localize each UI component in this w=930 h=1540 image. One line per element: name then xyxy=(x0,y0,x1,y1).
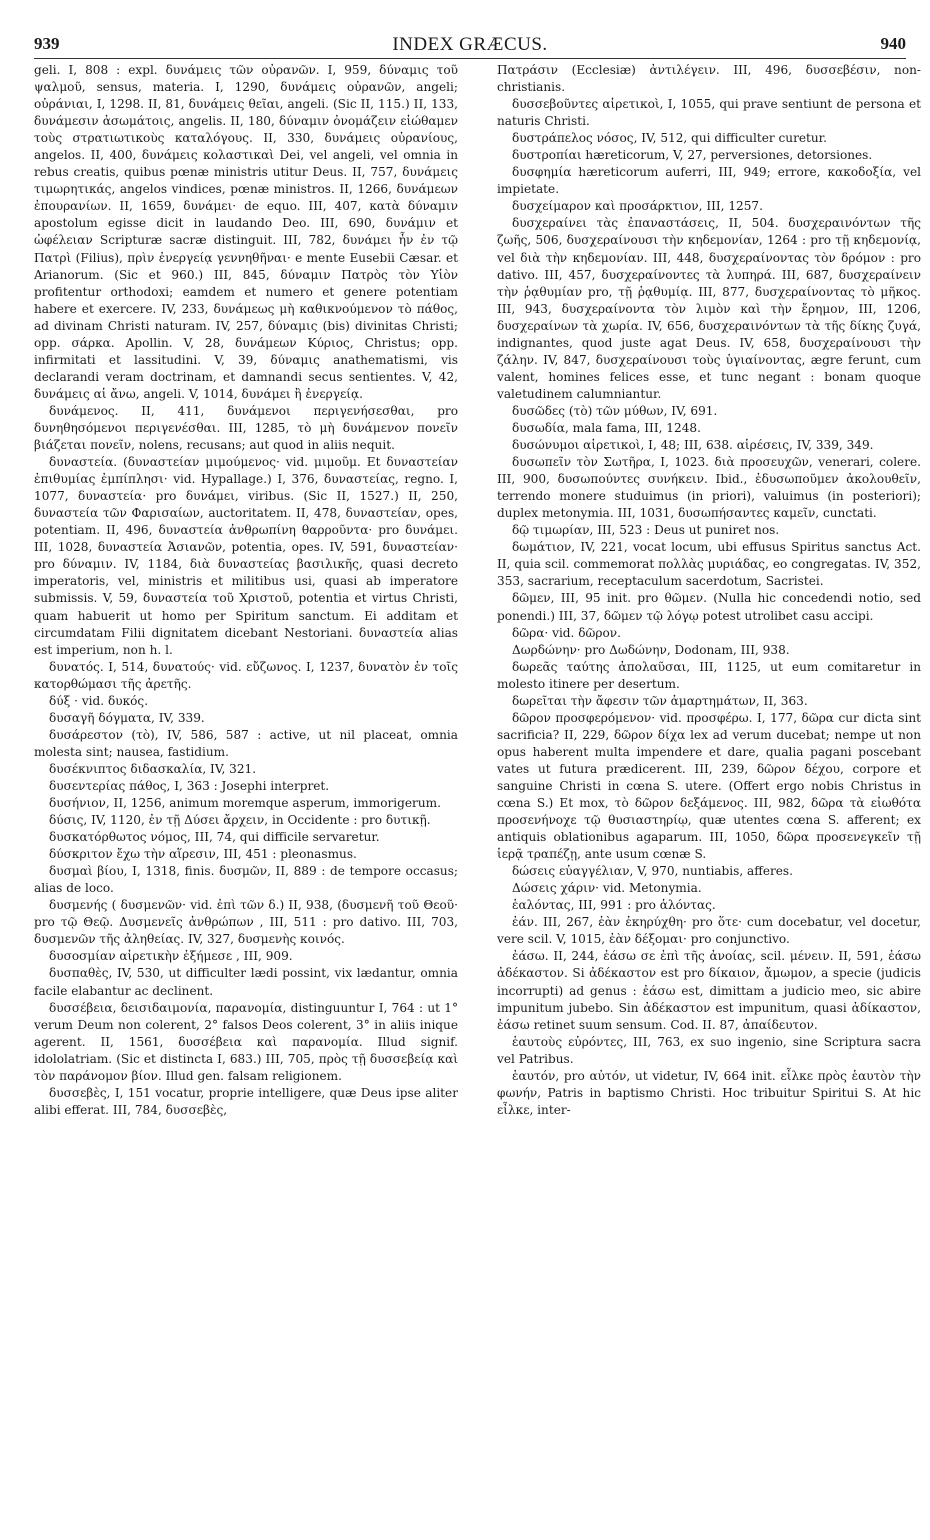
left-column xyxy=(34,62,458,1532)
page-number-left: 939 xyxy=(34,34,60,53)
index-entry: δυσκατόρθωτος νόμος, III, 74, qui difficile servaretur. xyxy=(49,830,380,845)
index-entry: δῶρον προσφερόμενον· vid. προσφέρω. I, 177, δῶρα cur dicta sint sacrificia? II, 229, δῶρον δίχα lex ad verum ducebat; nempe ut non opus haberent multa impendere et dare, qualia pagani poscebant vates ut futura prædicerent. III, 239, δῶρον δέχου, corpore et sanguine Christi in cœna S. utere. (Offert ergo nobis Christus in cœna S.) Et mox, τὸ δῶρον δεξάμενος. III, 982, δῶρα τὰ εἰωθότα προσενήνοχε τῷ θυσιαστηρίῳ, quæ utentes cœna S. afferent; ex antiquis oblationibus agaparum. III, 1050, δῶρα προσενεγκεῖν τῇ ἱερᾷ τραπέζῃ, ante usum cœnæ S. xyxy=(497,710,921,862)
index-entry: δωμάτιον, IV, 221, vocat locum, ubi effusus Spiritus sanctus Act. II, quia scil. commemorat πολλὰς μυριάδας, eo congregatas. IV, 352, 353, sacrarium, receptaculum sacerdotum, Sacristei. xyxy=(497,540,921,589)
index-entry: δῶρα· vid. δῶρον. xyxy=(512,625,621,640)
index-entry: ἑαλόντας, III, 991 : pro ἁλόντας. xyxy=(512,898,716,913)
index-entry: δυσχεραίνει τὰς ἐπαναστάσεις, II, 504. δυσχεραινόντων τῆς ζωῆς, 506, δυσχεραίνουσι τὴν κηδεμονίαν, 1264 : pro τῇ κηδεμονίᾳ, vel διὰ τὴν κηδεμονίαν. III, 448, δυσχεραίνοντας τὸν δρόμον : pro dativo. III, 457, δυσχεραίνοντες τὰ λυπηρά. III, 687, δυσχεραίνειν τὴν ῥᾳθυμίαν pro, τῇ ῥᾳθυμίᾳ. III, 877, δυσχεραίνοντας τὸ μῆκος. III, 943, δυσχεραίνοντα τὸν λιμὸν καὶ τὴν ἔρημον, III, 1206, δυσχεραίνων τὰ χωρία. IV, 656, δυσχεραινόντων τὰ τῆς δίκης ζυγά, indignantes, quod juste agat Deus. IV, 658, δυσχεραίνουσι τὴν ζάλην. IV, 847, δυσχεραίνουσι τοὺς ὑγιαίνοντας, ægre ferunt, cum valent, homines felices esse, et tunc negant : bonam quoque valetudinem calumniantur. xyxy=(497,216,921,401)
index-entry: δυσχείμαρον καὶ προσάρκτιον, III, 1257. xyxy=(512,199,763,214)
index-entry: δυστροπίαι hæreticorum, V, 27, perversiones, detorsiones. xyxy=(512,148,873,163)
index-entry: δυσάρεστον (τὸ), IV, 586, 587 : active, ut nil placeat, omnia molesta sint; nausea, fastidium. xyxy=(34,727,458,759)
index-entry: δύσκριτον ἔχω τὴν αἵρεσιν, III, 451 : pleonasmus. xyxy=(49,847,357,862)
page-number-right: 940 xyxy=(880,34,906,53)
index-entry: Πατράσιν (Ecclesiæ) ἀντιλέγειν. III, 496, δυσσεβέσιν, non-christianis. xyxy=(497,63,921,95)
index-entry: δώσεις εὐαγγέλιαν, V, 970, nuntiabis, afferes. xyxy=(512,864,793,879)
index-entry: δυσοσμίαν αἱρετικὴν ἐξήμεσε , III, 909. xyxy=(49,949,293,964)
index-entry: δυσῶδες (τὸ) τῶν μύθων, IV, 691. xyxy=(512,403,718,418)
index-entry: δυσώνυμοι αἱρετικοὶ, I, 48; III, 638. αἱρέσεις, IV, 339, 349. xyxy=(512,438,874,453)
index-entry: δυσέκνιπτος διδασκαλία, IV, 321. xyxy=(49,761,257,776)
index-entry: δυσαγῆ δόγματα, IV, 339. xyxy=(49,710,205,725)
index-entry: δυσμενής ( δυσμενῶν· vid. ἐπὶ τῶν δ.) II, 938, (δυσμενῆ τοῦ Θεοῦ· pro τῷ Θεῷ. Δυσμενεῖς ἀνθρώπων , III, 511 : pro dativo. III, 703, δυσμενῶν τῆς ἀληθείας. IV, 327, δυσμενὴς κοινός. xyxy=(34,898,458,947)
index-entry: δυσπαθὲς, IV, 530, ut difficulter lædi possint, vix lædantur, omnia facile elabantur ac declinent. xyxy=(34,966,458,998)
index-entry: δυναστεία. (δυναστείαν μιμούμενος· vid. μιμοῦμ. Et δυναστείαν ἐπιθυμίας ἐμπίπλησι· vid. Hypallage.) I, 376, δυναστείας, regno. I, 1077, δυναστεία· pro δυνάμει, viribus. (Sic II, 1527.) II, 250, δυναστεία τῶν Φαρισαίων, auctoritatem. II, 478, δυναστείαν, opes, potentiam. II, 496, δυναστεία ἀνθρωπίνη θαρροῦντα· pro δυνάμει. III, 1028, δυναστεία Ἀσιανῶν, potentia, opes. IV, 591, δυναστείαν· pro δύναμιν. IV, 1184, διὰ δυναστείας βασιλικῆς, quasi decreto imperatoris, vel, ministris et militibus usi, quasi ab imperatore submissis. V, 59, δυναστεία τοῦ Χριστοῦ, potentia et virtus Christi, quam habuerit ut homo per Spiritum sanctum. Ei additam et circumdatam Filii dignitatem dicebant Nestoriani. δυναστεία alias est imperium, non h. l. xyxy=(34,455,458,657)
index-entry: δυσωδία, mala fama, III, 1248. xyxy=(512,420,701,435)
index-entry: δυνάμενος. II, 411, δυνάμενοι περιγενήσεσθαι, pro δυνηθησόμενοι περιγενέσθαι. III, 1285, τὸ μὴ δυνάμενον πονεῖν βιάζεται πονεῖν, nolens, recusans; aut quod in aliis nequit. xyxy=(34,403,458,453)
index-entry: geli. I, 808 : expl. δυνάμεις τῶν οὐρανῶν. I, 959, δύναμις τοῦ ψαλμοῦ, sensus, materia. I, 1290, δυνάμεις οὐρανῶν, angeli; οὐράνιαι, I, 1298. II, 81, δυνάμεις θεῖαι, angeli. (Sic II, 115.) II, 133, δυνάμεσιν ἀσωμάτοις, angelis. II, 180, δύναμιν ὀνομάζειν εἰώθαμεν τοὺς στρατιωτικοὺς καταλόγους. II, 330, δυνάμεις οὐρανίους, angelos. II, 400, δυνάμεις κολαστικαὶ Dei, vel angeli, vel omnia in rebus creatis, quibus pœnæ ministris utitur Deus. II, 757, δυνάμεις τιμωρητικάς, angelos vindices, pœnæ ministros. II, 1266, δυνάμεων ἐπουρανίων. II, 1659, δυνάμει· de equo. III, 407, κατὰ δύναμιν apostolum egisse dicit in laudando Deo. III, 690, δυνάμιν et ὠφέλειαν Scripturæ sacræ distinguit. III, 782, δυνάμει ἦν ἐν τῷ Πατρὶ (Filius), πρὶν ἐνεργείᾳ γεννηθῆναι· e mente Eusebii Cæsar. et Arianorum. (Sic et 960.) III, 845, δύναμιν Πατρὸς τὸν Υἱὸν profitentur orthodoxi; eamdem et numero et genere potentiam habere et exercere. IV, 233, δυνάμεως μὴ καθικνούμενον τὸ πάθος, ad divinam Christi naturam. IV, 257, δύναμις (bis) divinitas Christi; opp. σάρκα. Apollin. V, 28, δυνάμεων Κύριος, Christus; opp. infirmitati et lassitudini. V, 39, δύναμις anathematismi, vis declarandi veram doctrinam, et damnandi secus sentientes. V, 42, δυνάμεις αἱ ἄνω, angeli. V, 1014, δυνάμει ἢ ἐνεργείᾳ. xyxy=(34,63,458,401)
right-column xyxy=(497,62,921,1532)
index-entry: ἐάσω. II, 244, ἐάσω σε ἐπὶ τῆς ἀνοίας, scil. μένειν. II, 591, ἐάσω ἀδέκαστον. Si ἀδέκαστον est pro δίκαιον, ἄμωμον, a specie (judicis incorrupti) ad genus : ἐάσω est, dimittam a judicio meo, sic abire impunitum jubebo. Sin ἀδέκαστον est impunitum, quasi ἀδίκαστον, ἐάσω retinet suum sensum. Cod. II. 87, ἀπαίδευτον. xyxy=(497,949,921,1032)
index-entry: δυστράπελος νόσος, IV, 512, qui difficulter curetur. xyxy=(512,131,827,146)
index-entry: δύξ · vid. δυκός. xyxy=(49,693,149,708)
index-entry: δῷ τιμωρίαν, III, 523 : Deus ut puniret nos. xyxy=(512,523,780,538)
index-entry: δωρεᾶς ταύτης ἀπολαῦσαι, III, 1125, ut eum comitaretur in molesto itinere per desertum. xyxy=(497,659,921,691)
index-entry: ἑαυτοὺς εὑρόντες, III, 763, ex suo ingenio, sine Scriptura sacra vel Patribus. xyxy=(497,1034,921,1066)
index-entry: δυσεντερίας πάθος, I, 363 : Josephi interpret. xyxy=(49,778,330,793)
page-header xyxy=(34,34,906,59)
index-entry: δυσσεβοῦντες αἱρετικοὶ, I, 1055, qui prave sentiunt de persona et naturis Christi. xyxy=(497,97,921,129)
index-entry: δυσωπεῖν τὸν Σωτῆρα, I, 1023. διὰ προσευχῶν, venerari, colere. III, 900, δυσωπούντες συνήκειν. Ibid., ἐδυσωποῦμεν ἀκολουθεῖν, terrendo monere studuimus (in priori), valuimus (in posteriori); duplex metonymia. III, 1031, δυσωπήσαντες καμεῖν, cunctati. xyxy=(497,455,921,521)
index-entry: δυνατός. I, 514, δυνατούς· vid. εὔζωνος. I, 1237, δυνατὸν ἐν τοῖς κατορθώμασι τῆς ἀρετῆς. xyxy=(34,659,458,691)
index-entry: Δωρδώνην· pro Δωδώνην, Dodonam, III, 938. xyxy=(512,642,790,657)
running-title: INDEX GRÆCUS. xyxy=(392,34,548,55)
index-entry: δυσφημία hæreticorum auferri, III, 949; errore, κακοδοξία, vel impietate. xyxy=(497,165,921,197)
index-entry: ἑαυτόν, pro αὐτόν, ut videtur, IV, 664 init. εἶλκε πρὸς ἑαυτὸν τὴν φωνήν, Patris in baptismo Christi. Hoc tribuitur Spiritui S. At hic εἶλκε, inter- xyxy=(497,1068,921,1117)
index-entry: Δώσεις χάριν· vid. Metonymia. xyxy=(512,881,702,896)
index-entry: δύσις, IV, 1120, ἐν τῇ Δύσει ἄρχειν, in Occidente : pro δυτικῇ. xyxy=(49,813,431,828)
index-entry: ἐάν. III, 267, ἐὰν ἐκηρύχθη· pro ὅτε· cum docebatur, vel docetur, vere scil. V, 1015, ἐὰν δέξομαι· pro conjunctivo. xyxy=(497,915,921,947)
index-entry: δωρεῖται τὴν ἄφεσιν τῶν ἁμαρτημάτων, II, 363. xyxy=(512,693,808,708)
index-entry: δυσμαὶ βίου, I, 1318, finis. δυσμῶν, II, 889 : de tempore occasus; alias de loco. xyxy=(34,864,458,896)
index-entry: δυσσέβεια, δεισιδαιμονία, παρανομία, distinguuntur I, 764 : ut 1° verum Deum non colerent, 2° falsos Deos colerent, 3° in aliis inique agerent. II, 1561, δυσσέβεια καὶ παρανομία. Illud signif. idololatriam. (Sic et distincta I, 683.) III, 705, πρὸς τῇ δυσσεβείᾳ καὶ τὸν παράνομον βίον. Illud gen. falsam religionem. xyxy=(34,1000,458,1083)
index-entry: δῶμεν, III, 95 init. pro θῶμεν. (Nulla hic concedendi notio, sed ponendi.) III, 37, δῶμεν τῷ λόγῳ potest utrolibet casu accipi. xyxy=(497,591,921,623)
index-entry: δυσσεβὲς, I, 151 vocatur, proprie intelligere, quæ Deus ipse aliter alibi efferat. III, 784, δυσσεβὲς, xyxy=(34,1085,458,1117)
index-entry: δυσήνιον, II, 1256, animum moremque asperum, immorigerum. xyxy=(49,796,441,811)
